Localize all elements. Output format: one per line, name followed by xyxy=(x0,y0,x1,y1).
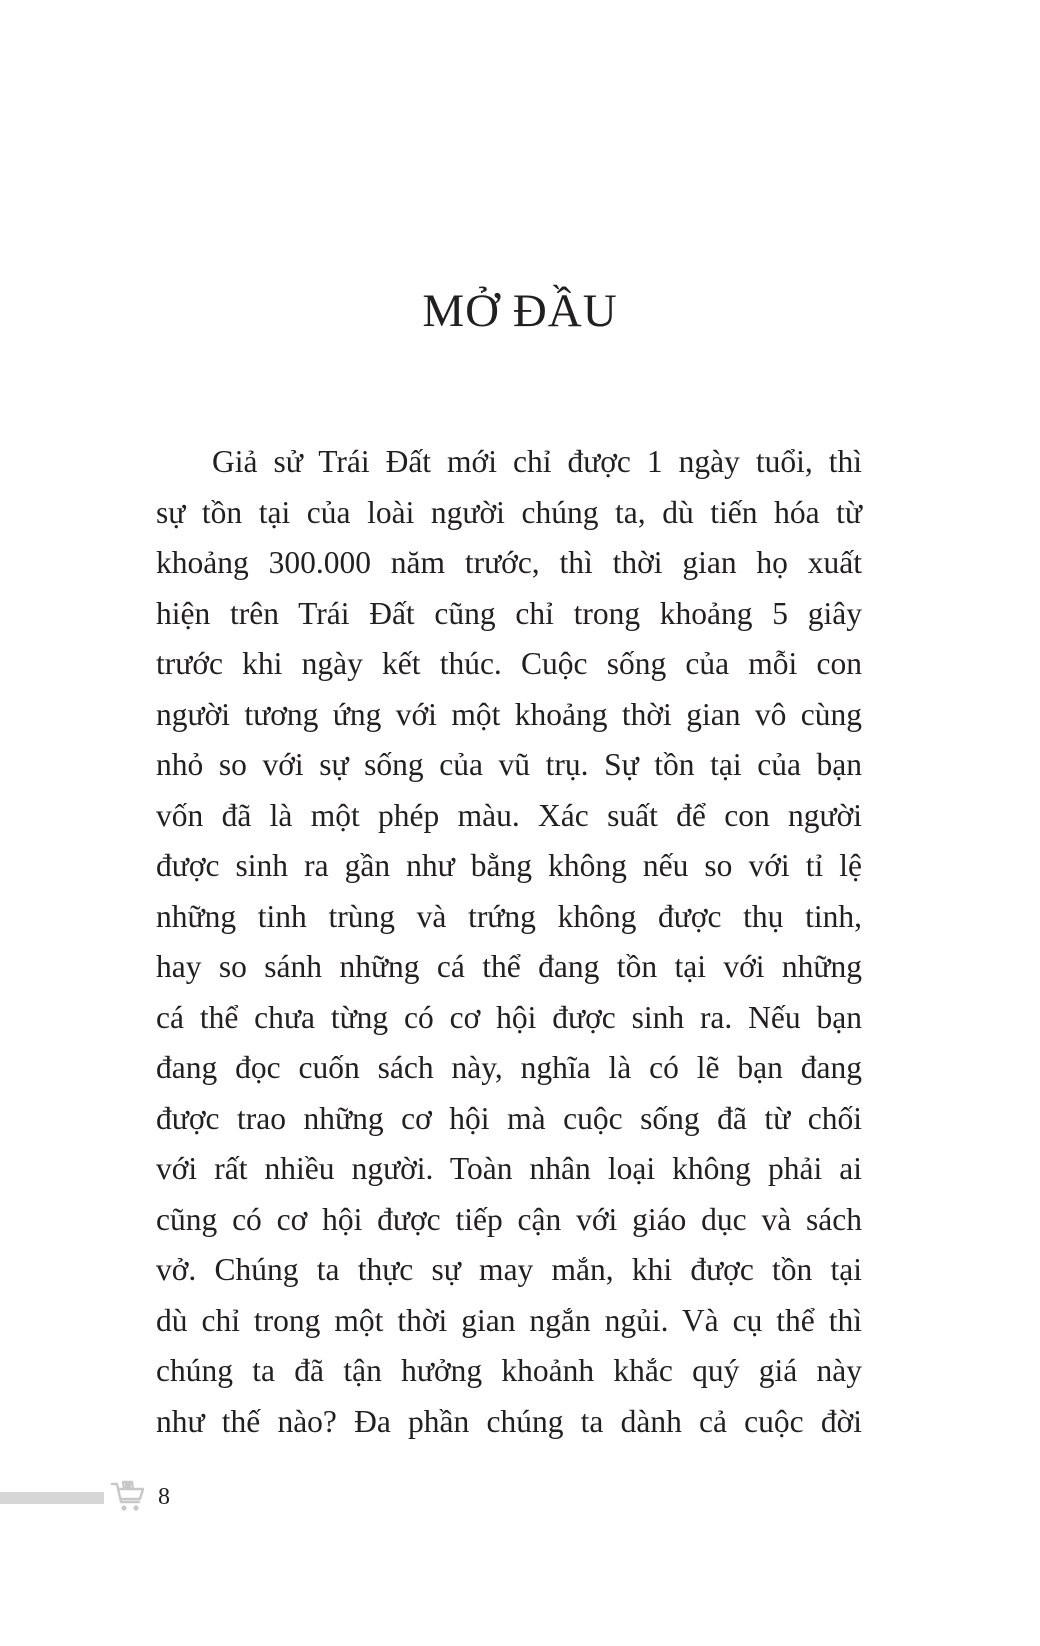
text-line: cá thể chưa từng có cơ hội được sinh ra. Nếu bạn xyxy=(156,999,862,1035)
text-line: đang đọc cuốn sách này, nghĩa là có lẽ bạn đang xyxy=(156,1050,862,1085)
text-line: vở. Chúng ta thực sự may mắn, khi được tồn tại xyxy=(156,1252,862,1287)
text-line: như thế nào? Đa phần chúng ta dành cả cuộc đời xyxy=(156,1403,862,1439)
text-line: người tương ứng với một khoảng thời gian vô cùng xyxy=(156,696,862,732)
text-line: hay so sánh những cá thể đang tồn tại với những xyxy=(156,949,862,984)
text-line: được trao những cơ hội mà cuộc sống đã từ chối xyxy=(156,1100,862,1136)
text-line: nhỏ so với sự sống của vũ trụ. Sự tồn tại của bạn xyxy=(156,747,862,782)
text-line: với rất nhiều người. Toàn nhân loại không phải ai xyxy=(156,1151,862,1186)
shopping-cart-icon xyxy=(110,1478,146,1514)
footer-bar xyxy=(0,1492,104,1504)
text-line: Giả sử Trái Đất mới chỉ được 1 ngày tuổi, thì xyxy=(212,444,862,479)
text-line: sự tồn tại của loài người chúng ta, dù tiến hóa từ xyxy=(156,494,862,530)
text-line: khoảng 300.000 năm trước, thì thời gian họ xuất xyxy=(156,545,862,580)
text-line: dù chỉ trong một thời gian ngắn ngủi. Và cụ thể thì xyxy=(156,1302,862,1338)
text-line: hiện trên Trái Đất cũng chỉ trong khoảng 5 giây xyxy=(156,595,862,631)
page-number: 8 xyxy=(158,1484,170,1510)
text-line: được sinh ra gần như bằng không nếu so với tỉ lệ xyxy=(156,848,862,883)
text-line: những tinh trùng và trứng không được thụ tinh, xyxy=(156,898,862,934)
text-line: cũng có cơ hội được tiếp cận với giáo dục và sách xyxy=(156,1201,862,1237)
text-line: chúng ta đã tận hưởng khoảnh khắc quý giá này xyxy=(156,1353,862,1388)
page-footer xyxy=(0,1478,240,1518)
body-text xyxy=(156,437,862,1447)
text-line: vốn đã là một phép màu. Xác suất để con người xyxy=(156,797,862,833)
chapter-title: MỞ ĐẦU xyxy=(422,285,618,337)
text-line: trước khi ngày kết thúc. Cuộc sống của mỗi con xyxy=(156,646,862,681)
